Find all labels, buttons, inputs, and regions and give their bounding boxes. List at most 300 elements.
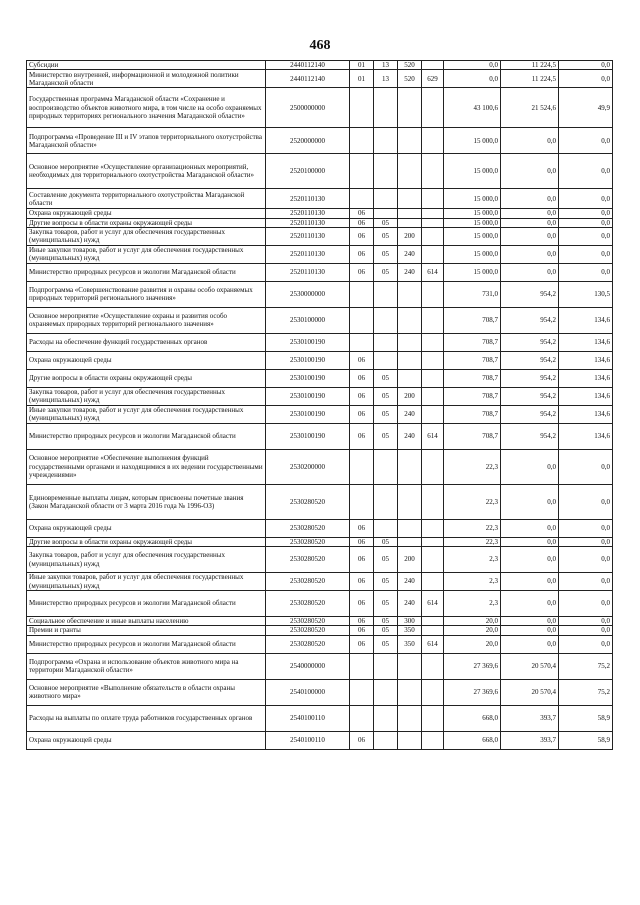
cell-grbs (422, 154, 444, 189)
table-row (27, 405, 613, 423)
cell-vr (398, 209, 422, 218)
cell-grbs (422, 227, 444, 245)
cell-v1: 15 000,0 (444, 154, 501, 189)
cell-code: 2540100000 (266, 679, 350, 705)
cell-name: Другие вопросы в области охраны окружающей среды (27, 218, 266, 227)
cell-v1: 20,0 (444, 635, 501, 653)
cell-v3: 0,0 (559, 128, 613, 154)
cell-v2: 0,0 (501, 626, 559, 635)
cell-v1: 15 000,0 (444, 128, 501, 154)
table-row (27, 307, 613, 333)
cell-v1: 731,0 (444, 281, 501, 307)
cell-v3: 0,0 (559, 626, 613, 635)
table-row (27, 369, 613, 387)
cell-v1: 708,7 (444, 423, 501, 449)
cell-grbs (422, 387, 444, 405)
cell-vr (398, 128, 422, 154)
cell-name: Единовременные выплаты лицам, которым присвоены почетные звания (Закон Магаданской области от 3 марта 2016 года № 1996-ОЗ) (27, 484, 266, 519)
cell-vr: 240 (398, 573, 422, 591)
cell-v2: 954,2 (501, 423, 559, 449)
cell-pr (374, 333, 398, 351)
cell-vr: 350 (398, 626, 422, 635)
cell-v3: 75,2 (559, 653, 613, 679)
cell-rz: 06 (350, 617, 374, 626)
cell-pr (374, 88, 398, 128)
cell-v3: 0,0 (559, 209, 613, 218)
cell-vr (398, 731, 422, 749)
cell-v2: 954,2 (501, 333, 559, 351)
table-row (27, 128, 613, 154)
cell-vr (398, 154, 422, 189)
cell-vr (398, 537, 422, 546)
cell-pr (374, 128, 398, 154)
cell-code: 2520110130 (266, 245, 350, 263)
cell-grbs (422, 705, 444, 731)
cell-v1: 708,7 (444, 387, 501, 405)
cell-name: Субсидии (27, 61, 266, 70)
cell-name: Основное мероприятие «Выполнение обязательств в области охраны животного мира» (27, 679, 266, 705)
cell-name: Охрана окружающей среды (27, 351, 266, 369)
cell-v3: 134,6 (559, 423, 613, 449)
cell-vr: 240 (398, 405, 422, 423)
cell-vr: 300 (398, 617, 422, 626)
cell-v1: 27 369,6 (444, 653, 501, 679)
cell-grbs (422, 128, 444, 154)
cell-v1: 708,7 (444, 333, 501, 351)
cell-name: Государственная программа Магаданской области «Сохранение и воспроизводство объектов животного мира, в том числе на особо охраняемых природных территориях регионального значения Магаданской области» (27, 88, 266, 128)
cell-grbs (422, 731, 444, 749)
cell-name: Основное мероприятие «Осуществление охраны и развития особо охраняемых природных территорий регионального значения» (27, 307, 266, 333)
cell-v3: 75,2 (559, 679, 613, 705)
cell-v2: 0,0 (501, 484, 559, 519)
cell-v3: 0,0 (559, 537, 613, 546)
cell-code: 2520110130 (266, 218, 350, 227)
cell-grbs (422, 307, 444, 333)
cell-v3: 0,0 (559, 70, 613, 88)
cell-v2: 0,0 (501, 128, 559, 154)
cell-v3: 0,0 (559, 617, 613, 626)
cell-rz: 06 (350, 635, 374, 653)
cell-code: 2530280520 (266, 537, 350, 546)
cell-v2: 0,0 (501, 227, 559, 245)
cell-code: 2530100190 (266, 387, 350, 405)
cell-name: Иные закупки товаров, работ и услуг для обеспечения государственных (муниципальных) нужд (27, 405, 266, 423)
cell-vr: 200 (398, 387, 422, 405)
cell-code: 2530200000 (266, 449, 350, 484)
cell-v1: 22,3 (444, 519, 501, 537)
cell-v1: 2,3 (444, 547, 501, 573)
cell-grbs (422, 626, 444, 635)
cell-pr (374, 307, 398, 333)
cell-name: Закупка товаров, работ и услуг для обеспечения государственных (муниципальных) нужд (27, 387, 266, 405)
cell-name: Социальное обеспечение и иные выплаты населению (27, 617, 266, 626)
table-row (27, 519, 613, 537)
cell-code: 2520110130 (266, 263, 350, 281)
cell-pr (374, 653, 398, 679)
cell-vr (398, 653, 422, 679)
table-row (27, 189, 613, 209)
cell-vr (398, 281, 422, 307)
table-row (27, 387, 613, 405)
table-row (27, 653, 613, 679)
cell-v1: 0,0 (444, 61, 501, 70)
cell-name: Иные закупки товаров, работ и услуг для обеспечения государственных (муниципальных) нужд (27, 245, 266, 263)
cell-v2: 0,0 (501, 154, 559, 189)
cell-name: Охрана окружающей среды (27, 731, 266, 749)
table-row (27, 154, 613, 189)
cell-v2: 954,2 (501, 387, 559, 405)
cell-v3: 0,0 (559, 591, 613, 617)
cell-pr: 05 (374, 263, 398, 281)
cell-v3: 0,0 (559, 573, 613, 591)
cell-code: 2520110130 (266, 227, 350, 245)
table-row (27, 351, 613, 369)
cell-rz: 01 (350, 61, 374, 70)
cell-rz: 06 (350, 519, 374, 537)
cell-vr: 350 (398, 635, 422, 653)
cell-code: 2530280520 (266, 573, 350, 591)
cell-v2: 11 224,5 (501, 70, 559, 88)
table-row (27, 333, 613, 351)
cell-code: 2530100190 (266, 369, 350, 387)
cell-grbs (422, 679, 444, 705)
cell-rz: 06 (350, 591, 374, 617)
cell-v3: 0,0 (559, 245, 613, 263)
cell-v1: 15 000,0 (444, 245, 501, 263)
cell-pr: 13 (374, 70, 398, 88)
cell-rz (350, 679, 374, 705)
cell-name: Подпрограмма «Совершенствование развития и охраны особо охраняемых природных территорий регионального значения» (27, 281, 266, 307)
cell-vr (398, 307, 422, 333)
cell-rz: 06 (350, 547, 374, 573)
cell-name: Подпрограмма «Проведение III и IV этапов территориального охотустройства Магаданской области» (27, 128, 266, 154)
table-row (27, 61, 613, 70)
cell-rz (350, 653, 374, 679)
cell-grbs (422, 333, 444, 351)
cell-pr: 05 (374, 573, 398, 591)
cell-v3: 0,0 (559, 484, 613, 519)
cell-pr: 05 (374, 617, 398, 626)
cell-v3: 130,5 (559, 281, 613, 307)
cell-rz (350, 128, 374, 154)
cell-grbs: 614 (422, 263, 444, 281)
cell-vr (398, 218, 422, 227)
cell-vr (398, 484, 422, 519)
cell-code: 2530100190 (266, 405, 350, 423)
cell-rz (350, 88, 374, 128)
cell-pr: 13 (374, 61, 398, 70)
cell-v3: 134,6 (559, 351, 613, 369)
cell-pr: 05 (374, 635, 398, 653)
table-body (27, 61, 613, 750)
cell-v1: 708,7 (444, 351, 501, 369)
cell-code: 2530100000 (266, 307, 350, 333)
cell-v2: 0,0 (501, 245, 559, 263)
cell-rz: 06 (350, 626, 374, 635)
cell-pr: 05 (374, 227, 398, 245)
cell-v3: 0,0 (559, 61, 613, 70)
table-row (27, 626, 613, 635)
table-row (27, 705, 613, 731)
cell-pr (374, 519, 398, 537)
cell-pr: 05 (374, 591, 398, 617)
cell-rz: 06 (350, 423, 374, 449)
cell-vr: 520 (398, 61, 422, 70)
cell-pr (374, 484, 398, 519)
table-row (27, 218, 613, 227)
cell-vr (398, 351, 422, 369)
cell-pr (374, 351, 398, 369)
cell-grbs (422, 88, 444, 128)
cell-code: 2520100000 (266, 154, 350, 189)
table-row (27, 88, 613, 128)
cell-vr (398, 679, 422, 705)
cell-v1: 0,0 (444, 70, 501, 88)
table-row (27, 484, 613, 519)
cell-grbs (422, 617, 444, 626)
cell-rz: 06 (350, 731, 374, 749)
table-row (27, 537, 613, 546)
cell-v2: 20 570,4 (501, 653, 559, 679)
cell-vr: 520 (398, 70, 422, 88)
cell-v1: 15 000,0 (444, 189, 501, 209)
cell-grbs (422, 189, 444, 209)
cell-name: Иные закупки товаров, работ и услуг для обеспечения государственных (муниципальных) нужд (27, 573, 266, 591)
cell-v3: 58,9 (559, 731, 613, 749)
cell-rz: 06 (350, 209, 374, 218)
cell-name: Министерство природных ресурсов и экологии Магаданской области (27, 263, 266, 281)
cell-rz (350, 484, 374, 519)
cell-name: Закупка товаров, работ и услуг для обеспечения государственных (муниципальных) нужд (27, 547, 266, 573)
cell-v2: 0,0 (501, 263, 559, 281)
cell-v2: 0,0 (501, 189, 559, 209)
cell-vr (398, 333, 422, 351)
cell-v1: 708,7 (444, 369, 501, 387)
cell-grbs (422, 245, 444, 263)
cell-pr: 05 (374, 537, 398, 546)
cell-rz: 06 (350, 227, 374, 245)
cell-vr (398, 369, 422, 387)
cell-v3: 134,6 (559, 333, 613, 351)
cell-pr: 05 (374, 423, 398, 449)
cell-name: Министерство внутренней, информационной и молодежной политики Магаданской области (27, 70, 266, 88)
cell-rz: 06 (350, 405, 374, 423)
cell-rz: 06 (350, 369, 374, 387)
cell-v3: 0,0 (559, 519, 613, 537)
cell-grbs (422, 537, 444, 546)
cell-vr: 240 (398, 263, 422, 281)
cell-pr: 05 (374, 626, 398, 635)
cell-v3: 0,0 (559, 154, 613, 189)
cell-grbs (422, 369, 444, 387)
cell-v2: 393,7 (501, 731, 559, 749)
cell-v2: 954,2 (501, 405, 559, 423)
cell-v2: 11 224,5 (501, 61, 559, 70)
cell-pr: 05 (374, 245, 398, 263)
table-row (27, 679, 613, 705)
cell-pr (374, 731, 398, 749)
cell-rz: 06 (350, 263, 374, 281)
cell-v3: 0,0 (559, 547, 613, 573)
cell-v1: 15 000,0 (444, 263, 501, 281)
cell-rz (350, 281, 374, 307)
cell-pr: 05 (374, 387, 398, 405)
cell-grbs (422, 484, 444, 519)
cell-name: Другие вопросы в области охраны окружающей среды (27, 537, 266, 546)
cell-grbs (422, 449, 444, 484)
cell-name: Министерство природных ресурсов и экологии Магаданской области (27, 635, 266, 653)
cell-code: 2530100190 (266, 351, 350, 369)
cell-grbs (422, 653, 444, 679)
cell-v1: 708,7 (444, 405, 501, 423)
cell-v3: 134,6 (559, 369, 613, 387)
cell-pr: 05 (374, 405, 398, 423)
cell-rz (350, 189, 374, 209)
cell-grbs (422, 573, 444, 591)
cell-code: 2530100190 (266, 423, 350, 449)
table-row (27, 731, 613, 749)
cell-v2: 954,2 (501, 369, 559, 387)
cell-v3: 0,0 (559, 218, 613, 227)
cell-grbs (422, 547, 444, 573)
cell-vr: 200 (398, 547, 422, 573)
cell-grbs: 614 (422, 423, 444, 449)
cell-name: Другие вопросы в области охраны окружающей среды (27, 369, 266, 387)
cell-v3: 0,0 (559, 189, 613, 209)
cell-v1: 15 000,0 (444, 227, 501, 245)
cell-name: Расходы на выплаты по оплате труда работников государственных органов (27, 705, 266, 731)
cell-name: Составление документа территориального охотустройства Магаданской области (27, 189, 266, 209)
cell-v2: 954,2 (501, 281, 559, 307)
cell-vr (398, 449, 422, 484)
cell-v2: 954,2 (501, 351, 559, 369)
cell-v2: 0,0 (501, 449, 559, 484)
cell-v1: 2,3 (444, 591, 501, 617)
cell-code: 2530280520 (266, 591, 350, 617)
cell-name: Охрана окружающей среды (27, 519, 266, 537)
cell-code: 2530280520 (266, 519, 350, 537)
cell-v1: 2,3 (444, 573, 501, 591)
cell-code: 2520110130 (266, 209, 350, 218)
cell-v2: 0,0 (501, 591, 559, 617)
cell-rz: 06 (350, 351, 374, 369)
cell-grbs (422, 61, 444, 70)
cell-grbs (422, 405, 444, 423)
table-row (27, 449, 613, 484)
cell-v2: 20 570,4 (501, 679, 559, 705)
cell-vr: 240 (398, 591, 422, 617)
cell-v2: 0,0 (501, 617, 559, 626)
table-row (27, 591, 613, 617)
cell-v1: 27 369,6 (444, 679, 501, 705)
cell-v3: 0,0 (559, 227, 613, 245)
cell-v1: 708,7 (444, 307, 501, 333)
cell-vr (398, 189, 422, 209)
cell-v3: 49,9 (559, 88, 613, 128)
cell-v1: 15 000,0 (444, 209, 501, 218)
cell-rz (350, 333, 374, 351)
cell-pr (374, 154, 398, 189)
cell-grbs: 614 (422, 591, 444, 617)
cell-v3: 0,0 (559, 263, 613, 281)
cell-v1: 43 100,6 (444, 88, 501, 128)
cell-grbs (422, 209, 444, 218)
cell-v2: 0,0 (501, 547, 559, 573)
cell-code: 2540000000 (266, 653, 350, 679)
cell-v2: 0,0 (501, 519, 559, 537)
cell-v1: 20,0 (444, 617, 501, 626)
cell-v2: 0,0 (501, 537, 559, 546)
cell-grbs (422, 281, 444, 307)
table-row (27, 423, 613, 449)
cell-code: 2530000000 (266, 281, 350, 307)
cell-v3: 0,0 (559, 449, 613, 484)
cell-vr: 200 (398, 227, 422, 245)
cell-pr: 05 (374, 547, 398, 573)
cell-v1: 20,0 (444, 626, 501, 635)
cell-v3: 134,6 (559, 387, 613, 405)
cell-code: 2530280520 (266, 626, 350, 635)
cell-name: Министерство природных ресурсов и экологии Магаданской области (27, 423, 266, 449)
cell-grbs: 614 (422, 635, 444, 653)
cell-code: 2500000000 (266, 88, 350, 128)
table-row (27, 547, 613, 573)
cell-code: 2440112140 (266, 70, 350, 88)
cell-rz: 06 (350, 573, 374, 591)
cell-pr: 05 (374, 218, 398, 227)
cell-v1: 22,3 (444, 449, 501, 484)
cell-v2: 0,0 (501, 218, 559, 227)
cell-rz: 06 (350, 245, 374, 263)
cell-pr (374, 189, 398, 209)
cell-name: Основное мероприятие «Обеспечение выполнения функций государственными органами и находящимися в их ведении государственными учреждениями» (27, 449, 266, 484)
cell-rz (350, 449, 374, 484)
cell-name: Расходы на обеспечение функций государственных органов (27, 333, 266, 351)
cell-rz (350, 705, 374, 731)
cell-v3: 134,6 (559, 307, 613, 333)
cell-grbs (422, 218, 444, 227)
cell-code: 2530280520 (266, 484, 350, 519)
cell-code: 2530280520 (266, 635, 350, 653)
table-row (27, 209, 613, 218)
cell-rz: 06 (350, 218, 374, 227)
cell-v2: 0,0 (501, 209, 559, 218)
budget-table (26, 60, 613, 750)
cell-code: 2520000000 (266, 128, 350, 154)
cell-v2: 21 524,6 (501, 88, 559, 128)
cell-vr (398, 705, 422, 731)
table-row (27, 573, 613, 591)
cell-vr (398, 519, 422, 537)
cell-name: Основное мероприятие «Осуществление организационных мероприятий, необходимых для территориального охотустройства Магаданской области» (27, 154, 266, 189)
cell-rz: 01 (350, 70, 374, 88)
cell-grbs (422, 351, 444, 369)
cell-v1: 22,3 (444, 537, 501, 546)
table-row (27, 70, 613, 88)
cell-code: 2540100110 (266, 705, 350, 731)
cell-name: Охрана окружающей среды (27, 209, 266, 218)
cell-name: Премии и гранты (27, 626, 266, 635)
cell-grbs (422, 519, 444, 537)
cell-vr: 240 (398, 423, 422, 449)
cell-v2: 954,2 (501, 307, 559, 333)
page-number: 468 (309, 38, 331, 53)
cell-v2: 393,7 (501, 705, 559, 731)
cell-rz (350, 154, 374, 189)
cell-code: 2530280520 (266, 617, 350, 626)
cell-rz (350, 307, 374, 333)
cell-v1: 15 000,0 (444, 218, 501, 227)
